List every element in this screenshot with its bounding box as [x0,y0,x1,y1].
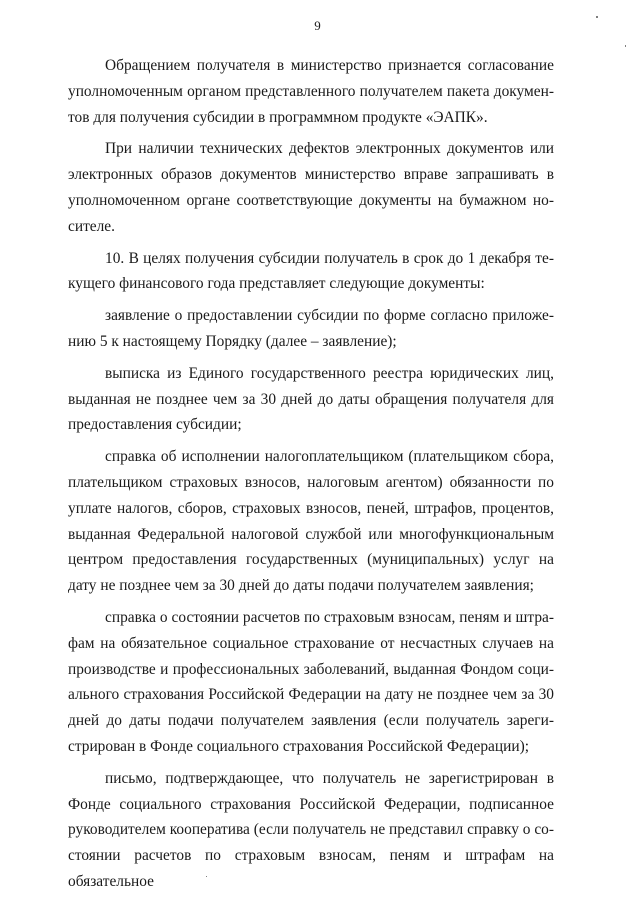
paragraph: Обращением получателя в министерство признается согласование уполномоченным органом представленного получателем пакета документов для получения субсидии в программном продукте «ЭАПК». [68,57,554,126]
page-number: 9 [314,18,321,33]
paragraph: заявление о предоставлении субсидии по форме согласно приложению 5 к настоящему Порядку (далее – заявление); [68,307,554,350]
paragraph: выписка из Единого государственного реестра юридических лиц, выданная не позднее чем за 30 дней до даты обращения получателя для предоставления субсидии; [68,364,554,434]
paragraph: При наличии технических дефектов электронных документов или электронных образов документов министерство вправе запрашивать в уполномоченном органе соответствующие документы на бумажном носителе. [68,140,554,235]
scan-speck [206,876,207,877]
document-body [68,53,554,901]
paragraph: справка об исполнении налогоплательщиком (плательщиком сбора, плательщиком страховых взносов, налоговым агентом) обязанности по уплате налогов, сборов, страховых взносов, пеней, штрафов, процентов, выданная Федеральной налоговой службой или многофункциональным центром предоставления государственных (муниципальных) услуг на дату не позднее чем за 30 дней до даты подачи получателем заявления; [68,448,554,595]
scan-speck [596,16,598,18]
paragraph: справка о состоянии расчетов по страховым взносам, пеням и штрафам на обязательное социальное страхование от несчастных случаев на производстве и профессиональных заболеваний, выданная Фондом социального страхования Российской Федерации на дату не позднее чем за 30 дней до даты подачи получателем заявления (если получатель зарегистрирован в Фонде социального страхования Российской Федерации); [68,608,554,755]
scan-speck [625,45,626,47]
paragraph: 10. В целях получения субсидии получатель в срок до 1 декабря текущего финансового года представляет следующие документы: [68,249,554,293]
paragraph: письмо, подтверждающее, что получатель не зарегистрирован в Фонде социального страхования Российской Федерации, подписанное руководителем кооператива (если получатель не представил справку о состоянии расчетов по страховым взносам, пеням и штрафам на обязательное [68,769,554,890]
